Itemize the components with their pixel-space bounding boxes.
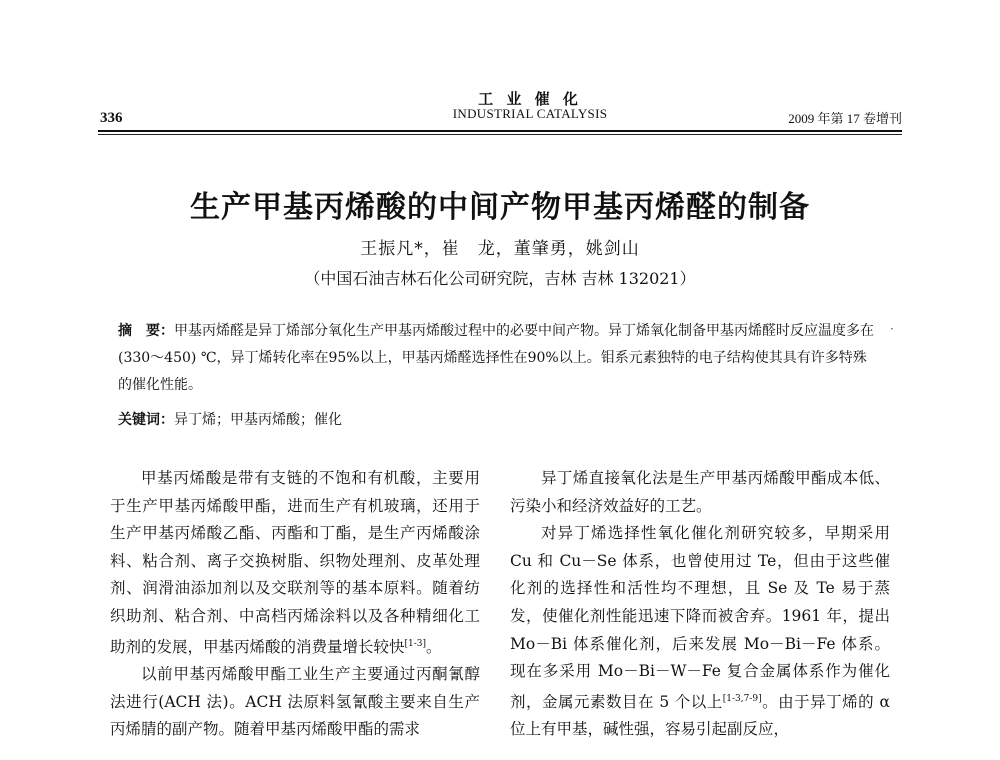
paragraph (510, 520, 890, 744)
paragraph-end: 。 (426, 637, 442, 656)
header-rule-thin (98, 134, 902, 135)
paragraph-text: 对异丁烯选择性氧化催化剂研究较多，早期采用 Cu 和 Cu－Se 体系，也曾使用过 Te，但由于这些催化剂的选择性和活性均不理想，且 Se 及 Te 易于蒸发，使催化剂性能迅速下降而被舍弃。1961 年，提出 Mo－Bi 体系催化剂，后来发展 Mo－Bi－Fe 体系。现在多采用 Mo－Bi－W－Fe 复合金属体系作为催化剂，金属元素数目在 5 个以上 (510, 524, 890, 711)
journal-name-en: INDUSTRIAL CATALYSIS (452, 106, 608, 121)
header-rule-thick (98, 130, 902, 132)
abstract-label: 摘 要： (118, 323, 174, 339)
paragraph: 异丁烯直接氧化法是生产甲基丙烯酸甲酯成本低、污染小和经济效益好的工艺。 (510, 469, 890, 515)
issue-info: 2009 年第 17 卷增刊 (788, 111, 902, 126)
paragraph-text: 甲基丙烯酸是带有支链的不饱和有机酸，主要用于生产甲基丙烯酸甲酯，进而生产有机玻璃，还用于生产甲基丙烯酸乙酯、丙酯和丁酯，是生产丙烯酸涂料、粘合剂、离子交换树脂、织物处理剂、皮革处理剂、润滑油添加剂以及交联剂等的基本原料。随着纺织助剂、粘合剂、中高档丙烯涂料以及各种精细化工助剂的发展，甲基丙烯酸的消费量增长较快 (110, 469, 480, 656)
body-column-left (110, 465, 480, 744)
keywords (118, 407, 878, 434)
abstract (118, 318, 878, 399)
article-title: 生产甲基丙烯酸的中间产物甲基丙烯醛的制备 (190, 190, 810, 225)
abstract-text: 甲基丙烯醛是异丁烯部分氧化生产甲基丙烯酸过程中的必要中间产物。异丁烯氧化制备甲基丙烯醛时反应温度多在(330～450) ℃，异丁烯转化率在95%以上，甲基丙烯醛选择性在90%以上。钼系元素独特的电子结构使其具有许多特殊的催化性能。 (118, 323, 874, 393)
keywords-text: 异丁烯；甲基丙烯酸；催化 (174, 412, 342, 428)
article-affiliation: （中国石油吉林石化公司研究院，吉林 吉林 132021） (304, 269, 696, 288)
paragraph: 以前甲基丙烯酸甲酯工业生产主要通过丙酮氰醇法进行(ACH 法)。ACH 法原料氢氰酸主要来自生产丙烯腈的副产物。随着甲基丙烯酸甲酯的需求 (110, 665, 480, 739)
citation: [1-3] (404, 638, 427, 649)
keywords-label: 关键词： (118, 412, 174, 428)
margin-mark: · (890, 322, 894, 336)
article-authors: 王振凡*，崔 龙，董肇勇，姚剑山 (360, 239, 640, 259)
paragraph-end: 。由于异丁烯的 α 位上有甲基，碱性强，容易引起副反应， (510, 692, 890, 739)
body-column-right (510, 465, 890, 744)
paragraph (110, 465, 480, 661)
citation: [1-3,7-9] (722, 693, 762, 704)
page-number: 336 (100, 110, 123, 126)
journal-name-cn: 工 业 催 化 (478, 90, 582, 108)
